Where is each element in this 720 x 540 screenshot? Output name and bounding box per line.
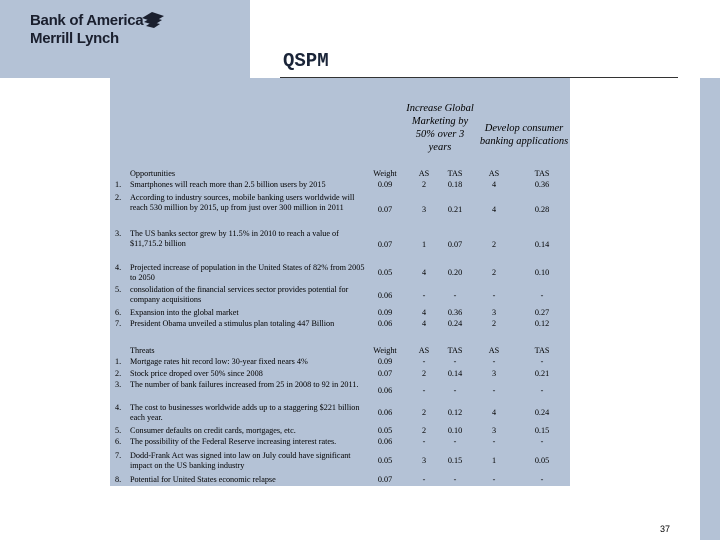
table-row-num: 6. bbox=[115, 308, 122, 317]
table-row-text: Potential for United States economic relapse bbox=[130, 475, 276, 484]
page-title: QSPM bbox=[283, 50, 329, 72]
table-row-text: Projected increase of population in the United States of 82% from 2005 to 2050 bbox=[130, 263, 365, 282]
table-row-num: 3. bbox=[115, 229, 122, 238]
table-cell-tas1: - bbox=[453, 386, 457, 395]
table-row-text: Smartphones will reach more than 2.5 billion users by 2015 bbox=[130, 180, 326, 189]
table-cell-as1: - bbox=[422, 291, 426, 300]
table-cell-as1: 4 bbox=[421, 319, 427, 328]
table-row-text: The possibility of the Federal Reserve increasing interest rates. bbox=[130, 437, 337, 446]
table-row-num: 4. bbox=[115, 403, 122, 412]
table-row-text: The cost to businesses worldwide adds up to a staggering $221 billion each year. bbox=[130, 403, 360, 422]
table-cell-tas2: - bbox=[540, 291, 544, 300]
table-cell-as1: 2 bbox=[421, 369, 427, 378]
table-row-num: 7. bbox=[115, 319, 122, 328]
table-row-text: Consumer defaults on credit cards, mortgages, etc. bbox=[130, 426, 296, 435]
table-cell-tas1: 0.12 bbox=[447, 408, 463, 417]
table-cell-weight: 0.06 bbox=[377, 408, 393, 417]
table-cell-tas1: 0.21 bbox=[447, 205, 463, 214]
table-row-num: 1. bbox=[115, 180, 122, 189]
table-cell-tas1: 0.20 bbox=[447, 268, 463, 277]
logo-text-line1: Bank of America bbox=[30, 12, 144, 29]
opp-col-weight: Weight bbox=[373, 169, 397, 178]
table-cell-as1: 1 bbox=[421, 240, 427, 249]
table-cell-weight: 0.09 bbox=[377, 357, 393, 366]
table-cell-as1: 4 bbox=[421, 308, 427, 317]
page-number: 37 bbox=[660, 524, 671, 534]
table-cell-as1: - bbox=[422, 357, 426, 366]
table-cell-tas2: 0.24 bbox=[534, 408, 550, 417]
table-cell-as2: 2 bbox=[491, 240, 497, 249]
table-row-text: Stock price droped over 50% since 2008 bbox=[130, 369, 263, 378]
table-cell-tas1: 0.24 bbox=[447, 319, 463, 328]
table-cell-weight: 0.07 bbox=[377, 240, 393, 249]
table-row-text: The US banks sector grew by 11.5% in 2010 to reach a value of $11,715.2 billion bbox=[130, 229, 339, 248]
table-cell-weight: 0.06 bbox=[377, 437, 393, 446]
table-row-text: Expansion into the global market bbox=[130, 308, 239, 317]
opp-col-as2: AS bbox=[488, 169, 500, 178]
table-cell-tas1: - bbox=[453, 291, 457, 300]
table-cell-tas1: 0.36 bbox=[447, 308, 463, 317]
table-row-num: 3. bbox=[115, 380, 122, 389]
strategy1-header: Increase Global Marketing by 50% over 3 years bbox=[406, 103, 474, 153]
strategy2-header: Develop consumer banking applications bbox=[479, 123, 569, 147]
table-cell-weight: 0.07 bbox=[377, 475, 393, 484]
table-cell-as1: - bbox=[422, 437, 426, 446]
table-cell-as2: 2 bbox=[491, 268, 497, 277]
thr-col-tas1: TAS bbox=[447, 346, 463, 355]
table-cell-as1: 2 bbox=[421, 426, 427, 435]
table-cell-as2: - bbox=[492, 475, 496, 484]
opp-col-tas1: TAS bbox=[447, 169, 463, 178]
table-row-text: President Obama unveiled a stimulus plan totaling 447 Billion bbox=[130, 319, 335, 328]
table-cell-tas2: 0.27 bbox=[534, 308, 550, 317]
table-cell-tas2: - bbox=[540, 437, 544, 446]
table-row-text: The number of bank failures increased from 25 in 2008 to 92 in 2011. bbox=[130, 380, 359, 389]
table-cell-as2: 4 bbox=[491, 205, 497, 214]
table-cell-tas1: 0.07 bbox=[447, 240, 463, 249]
table-row-num: 2. bbox=[115, 193, 122, 202]
table-cell-tas2: - bbox=[540, 357, 544, 366]
table-row-num: 6. bbox=[115, 437, 122, 446]
table-cell-weight: 0.09 bbox=[377, 180, 393, 189]
table-cell-tas2: - bbox=[540, 475, 544, 484]
table-cell-as1: 4 bbox=[421, 268, 427, 277]
table-cell-as2: 4 bbox=[491, 408, 497, 417]
table-cell-tas1: 0.18 bbox=[447, 180, 463, 189]
table-cell-tas1: - bbox=[453, 357, 457, 366]
table-cell-tas1: - bbox=[453, 437, 457, 446]
table-cell-weight: 0.06 bbox=[377, 291, 393, 300]
table-cell-weight: 0.07 bbox=[377, 205, 393, 214]
table-row-num: 1. bbox=[115, 357, 122, 366]
table-row-text: According to industry sources, mobile banking users worldwide will reach 530 million by 2015, up from just over 300 million in 2011 bbox=[130, 193, 355, 212]
table-cell-tas1: 0.10 bbox=[447, 426, 463, 435]
table-cell-as2: 3 bbox=[491, 308, 497, 317]
table-cell-tas2: 0.05 bbox=[534, 456, 550, 465]
table-cell-weight: 0.07 bbox=[377, 369, 393, 378]
table-row-num: 2. bbox=[115, 369, 122, 378]
flag-logo-icon bbox=[140, 8, 166, 30]
table-cell-as2: 2 bbox=[491, 319, 497, 328]
table-cell-as2: - bbox=[492, 437, 496, 446]
table-row-num: 4. bbox=[115, 263, 122, 272]
table-cell-tas2: 0.14 bbox=[534, 240, 550, 249]
table-cell-weight: 0.06 bbox=[377, 386, 393, 395]
thr-col-as1: AS bbox=[418, 346, 430, 355]
table-row-num: 5. bbox=[115, 426, 122, 435]
table-cell-tas2: 0.10 bbox=[534, 268, 550, 277]
table-cell-as1: 2 bbox=[421, 180, 427, 189]
table-cell-as1: 3 bbox=[421, 456, 427, 465]
threats-label: Threats bbox=[130, 346, 155, 355]
table-cell-as1: - bbox=[422, 386, 426, 395]
table-row-num: 8. bbox=[115, 475, 122, 484]
table-cell-as2: 1 bbox=[491, 456, 497, 465]
table-row-text: Dodd-Frank Act was signed into law on July could have significant impact on the US banking industry bbox=[130, 451, 351, 470]
table-cell-as1: 2 bbox=[421, 408, 427, 417]
table-cell-as2: 3 bbox=[491, 369, 497, 378]
opportunities-label: Opportunities bbox=[130, 169, 176, 178]
table-cell-tas2: 0.36 bbox=[534, 180, 550, 189]
table-cell-tas1: 0.15 bbox=[447, 456, 463, 465]
table-cell-weight: 0.05 bbox=[377, 268, 393, 277]
table-cell-as2: - bbox=[492, 357, 496, 366]
table-cell-as2: - bbox=[492, 291, 496, 300]
thr-col-as2: AS bbox=[488, 346, 500, 355]
table-cell-weight: 0.05 bbox=[377, 456, 393, 465]
table-cell-tas2: 0.21 bbox=[534, 369, 550, 378]
table-cell-as1: 3 bbox=[421, 205, 427, 214]
table-cell-tas2: 0.28 bbox=[534, 205, 550, 214]
thr-col-weight: Weight bbox=[373, 346, 397, 355]
table-row-text: consolidation of the financial services sector provides potential for company acquisitions bbox=[130, 285, 349, 304]
table-cell-as2: - bbox=[492, 386, 496, 395]
table-cell-as2: 3 bbox=[491, 426, 497, 435]
opp-col-tas2: TAS bbox=[534, 169, 550, 178]
table-cell-as1: - bbox=[422, 475, 426, 484]
table-cell-tas2: - bbox=[540, 386, 544, 395]
table-row-num: 5. bbox=[115, 285, 122, 294]
table-cell-as2: 4 bbox=[491, 180, 497, 189]
table-cell-tas2: 0.12 bbox=[534, 319, 550, 328]
table-row-text: Mortgage rates hit record low: 30-year fixed nears 4% bbox=[130, 357, 308, 366]
logo-panel bbox=[0, 0, 250, 78]
opp-col-as1: AS bbox=[418, 169, 430, 178]
table-cell-tas2: 0.15 bbox=[534, 426, 550, 435]
table-cell-weight: 0.06 bbox=[377, 319, 393, 328]
decorative-side-bar bbox=[700, 78, 720, 540]
table-row-num: 7. bbox=[115, 451, 122, 460]
table-cell-tas1: - bbox=[453, 475, 457, 484]
thr-col-tas2: TAS bbox=[534, 346, 550, 355]
table-cell-tas1: 0.14 bbox=[447, 369, 463, 378]
logo-text-line2: Merrill Lynch bbox=[30, 30, 119, 47]
table-cell-weight: 0.05 bbox=[377, 426, 393, 435]
table-cell-weight: 0.09 bbox=[377, 308, 393, 317]
